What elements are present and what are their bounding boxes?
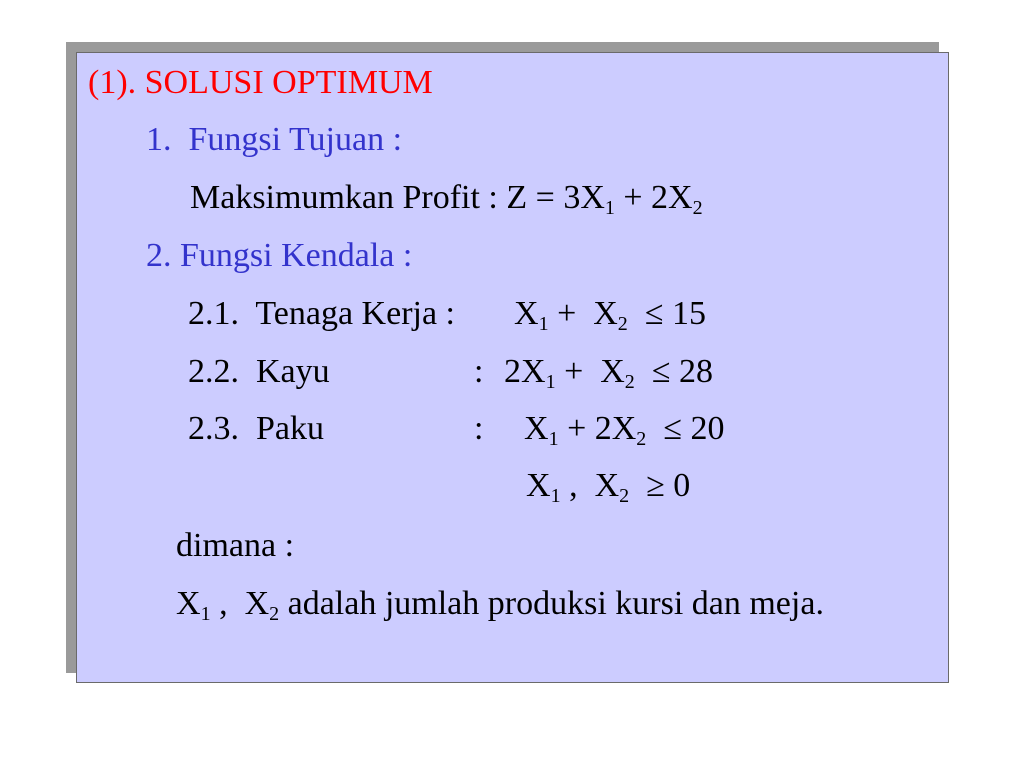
section-objective-heading: 1. Fungsi Tujuan : <box>146 121 403 158</box>
constraint-expression: $X_1 + X_2 \le 15$ <box>514 295 706 335</box>
constraint-colon: : <box>474 410 484 447</box>
variable-definition: $X_1$ , $X_2$ adalah jumlah produksi kursi dan meja. <box>176 585 824 625</box>
section-constraints-heading: 2. Fungsi Kendala : <box>146 237 413 274</box>
constraint-wood <box>188 352 888 392</box>
constraint-label: 2.3. Paku <box>188 410 324 447</box>
constraint-label: 2.2. Kayu <box>188 353 330 390</box>
constraint-label: 2.1. Tenaga Kerja : <box>188 295 456 332</box>
constraint-nails <box>188 409 888 449</box>
constraint-colon: : <box>474 353 484 390</box>
where-label: dimana : <box>176 527 295 564</box>
slide-title: (1). SOLUSI OPTIMUM <box>88 64 433 101</box>
constraint-expression: $2X_1 + X_2 \le 28$ <box>504 353 713 393</box>
objective-function: Maksimumkan Profit : $Z = 3X_1 + 2X_2$ <box>190 179 703 219</box>
constraint-expression: $X_1 + 2X_2 \le 20$ <box>524 410 725 450</box>
constraint-labor <box>188 294 888 334</box>
non-negativity-constraint: $X_1$ , $X_2 \ge 0$ <box>526 467 691 507</box>
